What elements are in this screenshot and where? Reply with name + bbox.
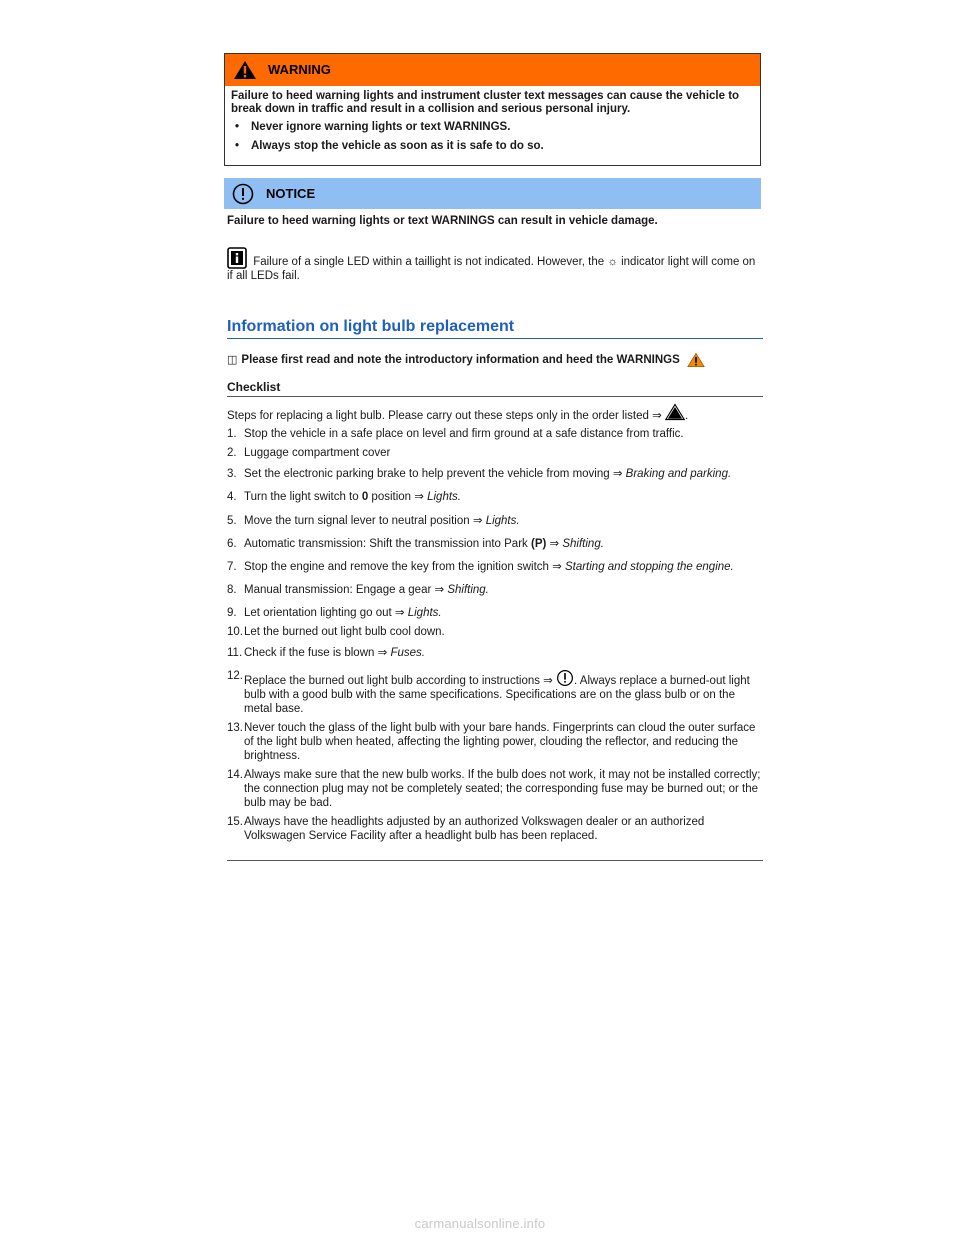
step-number: 5. [227, 515, 237, 527]
warning-bullet [231, 140, 754, 153]
steps-intro [227, 403, 761, 423]
section-title: Information on light bulb replacement [227, 320, 763, 339]
step-number: 6. [227, 538, 237, 550]
info-note-text-start: Failure of a single LED within a taillight is not indicated. However, the [253, 256, 605, 268]
info-icon [227, 247, 247, 269]
step-text [244, 467, 761, 481]
step-number: 8. [227, 584, 237, 596]
step-text [244, 446, 761, 460]
step-number: 14. [227, 769, 243, 781]
warning-bullet [231, 121, 754, 134]
step-text-part: Set the electronic parking brake to help prevent the vehicle from moving ⇒ [244, 468, 626, 480]
step-number: 15. [227, 816, 243, 828]
step-text-part: Luggage compartment cover [244, 447, 391, 459]
warning-box [224, 53, 761, 166]
step-text [244, 537, 761, 551]
step-item [227, 583, 761, 597]
step-text [244, 625, 761, 639]
warning-bullet-text: Never ignore warning lights or text WARNINGS. [251, 121, 511, 133]
step-text-part: Replace the burned out light bulb according to instructions ⇒ [244, 675, 553, 687]
step-number: 13. [227, 722, 243, 734]
info-note-text-end: indicator light will come on if all LEDs fail. [227, 256, 756, 282]
intro-line [227, 352, 761, 368]
step-item [227, 646, 761, 660]
warning-bullet-list [231, 121, 754, 153]
exclamation-circle-icon[interactable] [556, 669, 574, 687]
step-text-part: Automatic transmission: Shift the transmission into Park [244, 538, 531, 550]
step-text-part: position ⇒ [368, 491, 428, 503]
step-number: 7. [227, 561, 237, 573]
step-number: 3. [227, 468, 237, 480]
bullet-dot: • [235, 140, 240, 152]
notice-header [224, 178, 761, 209]
info-note [227, 247, 761, 283]
intro-text[interactable]: Please first read and note the introductory information and heed the WARNINGS [241, 354, 680, 366]
step-text [244, 768, 761, 810]
watermark: carmanualsonline.info [414, 1216, 546, 1231]
step-text [244, 514, 761, 528]
bullet-dot: • [235, 121, 240, 133]
warning-body [225, 86, 760, 165]
step-item [227, 467, 761, 481]
step-text [244, 427, 761, 441]
warning-text: Failure to heed warning lights and instrument cluster text messages can cause the vehicle to break down in traffic and result in a collision and serious personal injury. [231, 90, 740, 115]
step-item [227, 815, 761, 843]
notice-title: NOTICE [266, 185, 316, 201]
step-text-part: Stop the vehicle in a safe place on level and firm ground at a safe distance from traffic. [244, 428, 684, 440]
cross-reference-link[interactable]: Lights. [427, 491, 461, 503]
step-bold: (P) [530, 538, 547, 550]
warning-bullet-text: Always stop the vehicle as soon as it is safe to do so. [251, 140, 544, 152]
book-icon: ◫ [227, 354, 238, 366]
step-text [244, 606, 761, 620]
step-text-part: Let orientation lighting go out ⇒ [244, 607, 408, 619]
step-number: 11. [227, 647, 243, 659]
warning-triangle-icon[interactable] [687, 352, 705, 368]
step-number: 2. [227, 447, 237, 459]
cross-reference-link[interactable]: Shifting. [562, 538, 604, 550]
step-number: 12. [227, 670, 243, 682]
cross-reference-link[interactable]: Fuses. [390, 647, 425, 659]
cross-reference-link[interactable]: Lights. [485, 515, 520, 527]
step-item [227, 514, 761, 528]
cross-reference-link[interactable]: Shifting. [447, 584, 489, 596]
steps-list [227, 427, 761, 843]
step-item [227, 446, 761, 460]
step-number: 1. [227, 428, 237, 440]
step-text-part: Stop the engine and remove the key from the ignition switch ⇒ [244, 561, 565, 573]
step-number: 4. [227, 491, 237, 503]
step-text-part: Move the turn signal lever to neutral position ⇒ [244, 515, 486, 527]
step-text [244, 669, 761, 716]
step-item [227, 669, 761, 716]
step-text-part: Manual transmission: Engage a gear ⇒ [244, 584, 448, 596]
cross-reference-link[interactable]: Braking and parking. [625, 468, 732, 480]
step-item [227, 606, 761, 620]
step-number: 9. [227, 607, 237, 619]
step-text-part: Let the burned out light bulb cool down. [244, 626, 445, 638]
step-text [244, 815, 761, 843]
step-text-part: Always have the headlights adjusted by an authorized Volkswagen dealer or an authorized Volkswagen Service Facility after a headlight bulb has been replaced. [244, 816, 705, 842]
warning-header [225, 54, 760, 86]
warning-title: WARNING [268, 62, 331, 77]
step-text-part: Check if the fuse is blown ⇒ [244, 647, 391, 659]
step-item [227, 560, 761, 574]
cross-reference-link[interactable]: Lights. [407, 607, 442, 619]
step-item [227, 490, 761, 504]
step-text [244, 490, 761, 504]
steps-intro-text: Steps for replacing a light bulb. Please carry out these steps only in the order listed ⇒ [227, 410, 662, 422]
warning-triangle-icon[interactable] [665, 403, 685, 421]
step-item [227, 427, 761, 441]
taillight-indicator-icon: ☼ [607, 256, 618, 268]
step-text [244, 560, 761, 574]
exclamation-circle-icon [232, 183, 254, 205]
notice-text: Failure to heed warning lights or text WARNINGS can result in vehicle damage. [227, 215, 658, 227]
step-text [244, 583, 761, 597]
cross-reference-link[interactable]: Starting and stopping the engine. [564, 561, 734, 573]
warning-triangle-icon [233, 60, 257, 80]
step-item [227, 537, 761, 551]
step-item [227, 721, 761, 763]
step-bold: 0 [361, 491, 369, 503]
checklist-title: Checklist [227, 380, 763, 397]
step-number: 10. [227, 626, 243, 638]
step-text [244, 646, 761, 660]
steps-intro-period: . [684, 410, 689, 422]
step-text-part: ⇒ [546, 538, 563, 550]
step-text-part: . Always replace a burned-out light bulb with a good bulb with the same specifications. Specifications are on the glass bulb or on the metal base. [244, 675, 750, 715]
step-item [227, 625, 761, 639]
step-item [227, 768, 761, 810]
step-text [244, 721, 761, 763]
step-text-part: Turn the light switch to [244, 491, 362, 503]
step-text-part: Never touch the glass of the light bulb with your bare hands. Fingerprints can cloud the outer surface of the light bulb when heated, affecting the lighting power, clouding the reflector, and reducing the brightness. [244, 722, 756, 762]
section-end-divider [227, 860, 763, 861]
step-text-part: Always make sure that the new bulb works. If the bulb does not work, it may not be installed correctly; the connection plug may not be completely seated; the corresponding fuse may be burned out; or the bulb may be bad. [244, 769, 761, 809]
